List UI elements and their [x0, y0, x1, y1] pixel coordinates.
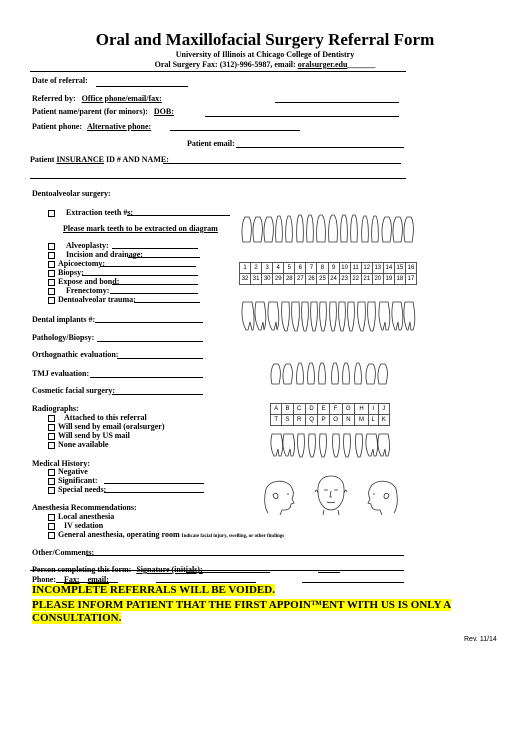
adult-lower-teeth-icon[interactable]	[240, 300, 418, 332]
negative-checkbox[interactable]	[48, 469, 55, 476]
tooth-cell[interactable]: E	[318, 404, 329, 415]
tmj-field[interactable]	[90, 377, 203, 378]
form-title: Oral and Maxillofacial Surgery Referral Form	[95, 30, 435, 49]
negative-label: Negative	[58, 467, 88, 476]
head-left-profile-icon[interactable]	[362, 477, 404, 517]
trauma-field[interactable]	[134, 302, 200, 303]
tooth-cell[interactable]: 8	[317, 263, 328, 274]
significant-checkbox[interactable]	[48, 478, 55, 485]
us-mail-label: Will send by US mail	[58, 431, 130, 440]
patient-name-field[interactable]	[205, 116, 399, 117]
tooth-cell[interactable]: C	[293, 404, 305, 415]
dentoalveolar-heading: Dentoalveolar surgery:	[32, 189, 111, 198]
tooth-cell[interactable]: J	[378, 404, 389, 415]
none-available-checkbox[interactable]	[48, 442, 55, 449]
tooth-cell[interactable]: P	[318, 415, 329, 426]
extraction-label: Extraction teeth #s:	[66, 208, 134, 217]
tooth-cell[interactable]: 16	[405, 263, 416, 274]
tooth-cell[interactable]: 23	[339, 274, 350, 285]
email-send-row	[48, 422, 165, 431]
none-available-label: None available	[58, 440, 109, 449]
signature-label: Signature (initials):	[136, 565, 203, 574]
biopsy-field[interactable]	[82, 275, 198, 276]
tooth-cell[interactable]: N	[342, 415, 355, 426]
insurance-word: INSURANCE	[56, 155, 104, 164]
orthognathic-field[interactable]	[117, 358, 203, 359]
medical-history-heading: Medical History:	[32, 459, 90, 468]
fax-label: Fax:	[64, 575, 80, 584]
tooth-cell[interactable]: 22	[350, 274, 361, 285]
head-front-view-icon[interactable]	[312, 474, 350, 516]
local-row	[48, 512, 114, 521]
tooth-cell[interactable]: 9	[328, 263, 339, 274]
other-comments-label: Other/Comments:	[32, 548, 95, 557]
header-divider	[30, 71, 406, 72]
orthognathic-label: Orthognathic evaluation:	[32, 350, 119, 359]
attached-checkbox[interactable]	[48, 415, 55, 422]
contact-prefix: Oral Surgery Fax: (312)-996-5987, email:	[154, 60, 298, 69]
expose-row	[48, 277, 119, 286]
general-row	[48, 530, 284, 539]
tooth-cell[interactable]: 24	[328, 274, 339, 285]
biopsy-label: Biopsy:	[58, 268, 84, 277]
patient-name-text: Patient name/parent (for minors):	[32, 107, 148, 116]
extraction-checkbox[interactable]	[48, 210, 55, 217]
tooth-cell[interactable]: 32	[240, 274, 251, 285]
general-checkbox[interactable]	[48, 532, 55, 539]
adult-upper-teeth-icon[interactable]	[240, 214, 418, 246]
trauma-checkbox[interactable]	[48, 297, 55, 304]
date-of-referral-field[interactable]	[96, 86, 188, 87]
patient-email-label: Patient email:	[187, 139, 235, 148]
extra-field[interactable]	[302, 582, 404, 583]
tooth-cell[interactable]: I	[368, 404, 378, 415]
attached-row	[48, 413, 147, 422]
tooth-cell[interactable]: 15	[394, 263, 405, 274]
special-needs-field[interactable]	[104, 492, 204, 493]
tooth-cell[interactable]: H	[355, 404, 369, 415]
tooth-cell[interactable]: L	[368, 415, 378, 426]
email-label: email:	[87, 575, 109, 584]
extraction-field[interactable]	[127, 215, 230, 216]
consultation-notice	[32, 599, 452, 625]
tooth-cell[interactable]: O	[329, 415, 342, 426]
primary-lower-teeth-icon[interactable]	[270, 432, 390, 458]
referred-by-label	[32, 94, 162, 103]
frenectomy-label: Frenectomy:	[66, 286, 110, 295]
tooth-cell[interactable]: 28	[284, 274, 295, 285]
email-send-label: Will send by email (oralsurger)	[58, 422, 165, 431]
voided-notice	[32, 584, 275, 596]
revision-label: Rev. 11/14	[464, 636, 497, 643]
none-available-row	[48, 440, 108, 449]
phone-field[interactable]	[56, 582, 118, 583]
incision-field[interactable]	[128, 257, 200, 258]
tooth-cell[interactable]: F	[329, 404, 342, 415]
tooth-cell[interactable]: K	[378, 415, 389, 426]
biopsy-row	[48, 268, 84, 277]
referred-by-text: Referred by:	[32, 94, 76, 103]
frenectomy-field[interactable]	[110, 293, 198, 294]
cosmetic-label: Cosmetic facial surgery:	[32, 386, 116, 395]
alveoplasty-checkbox[interactable]	[48, 243, 55, 250]
expose-label: Expose and bond:	[58, 277, 120, 286]
tooth-cell[interactable]: 11	[350, 263, 361, 274]
primary-tooth-letter-grid	[270, 403, 390, 426]
extraction-row	[48, 208, 133, 217]
tooth-cell[interactable]: A	[271, 404, 282, 415]
signature-field[interactable]	[186, 572, 270, 573]
mark-teeth-instruction: Please mark teeth to be extracted on diagram	[63, 224, 218, 233]
trauma-row	[48, 295, 136, 304]
patient-name-label	[32, 107, 174, 116]
tooth-cell[interactable]: 14	[383, 263, 394, 274]
tooth-cell[interactable]: 31	[251, 274, 262, 285]
form-contact: Oral Surgery Fax: (312)-996-5987, email: oralsurger.edu_______	[154, 60, 376, 69]
frenectomy-checkbox[interactable]	[48, 288, 55, 295]
tooth-cell[interactable]: 10	[339, 263, 350, 274]
iv-checkbox[interactable]	[48, 523, 55, 530]
iv-row	[48, 521, 103, 530]
tooth-cell[interactable]: 19	[383, 274, 394, 285]
tooth-cell[interactable]: 30	[262, 274, 273, 285]
tooth-cell[interactable]: 25	[317, 274, 328, 285]
alveoplasty-label: Alveoplasty:	[66, 241, 109, 250]
dental-implants-field[interactable]	[95, 322, 203, 323]
negative-row	[48, 467, 88, 476]
significant-field[interactable]	[104, 483, 204, 484]
patient-phone-field[interactable]	[170, 130, 300, 131]
insurance-prefix: Patient	[30, 155, 57, 164]
tooth-cell[interactable]: 12	[361, 263, 372, 274]
insurance-field-2[interactable]	[30, 178, 406, 179]
incision-checkbox[interactable]	[48, 252, 55, 259]
tooth-cell[interactable]: 2	[251, 263, 262, 274]
tooth-cell[interactable]: 17	[405, 274, 416, 285]
referred-by-detail: Office phone/email/fax:	[81, 94, 162, 103]
head-right-profile-icon[interactable]	[258, 477, 300, 517]
referred-by-field[interactable]	[275, 102, 399, 103]
adult-upper-row	[240, 263, 417, 274]
special-needs-row	[48, 485, 106, 494]
tooth-cell[interactable]: 6	[295, 263, 306, 274]
adult-lower-row	[240, 274, 417, 285]
person-label: Person completing this form:	[32, 565, 132, 574]
tooth-cell[interactable]: 4	[273, 263, 284, 274]
tooth-cell[interactable]: 21	[361, 274, 372, 285]
primary-lower-row	[271, 415, 390, 426]
patient-phone-label	[32, 122, 151, 131]
tooth-cell[interactable]: T	[271, 415, 282, 426]
tooth-cell[interactable]: 7	[306, 263, 317, 274]
insurance-field[interactable]	[163, 163, 401, 164]
tooth-cell[interactable]: G	[342, 404, 355, 415]
apicoectomy-row	[48, 259, 105, 268]
consultation-text: PLEASE INFORM PATIENT THAT THE FIRST APPOIN™ENT WITH US IS ONLY A CONSULTATION.	[32, 599, 452, 624]
tooth-cell[interactable]: 13	[372, 263, 383, 274]
form-subtitle: University of Illinois at Chicago College of Dentistry	[175, 50, 355, 59]
alternative-phone-label: Alternative phone:	[87, 122, 152, 131]
tooth-cell[interactable]: D	[305, 404, 318, 415]
frenectomy-row	[48, 286, 109, 295]
tooth-cell[interactable]: 5	[284, 263, 295, 274]
tooth-cell[interactable]: S	[282, 415, 293, 426]
us-mail-row	[48, 431, 130, 440]
person-row	[32, 565, 203, 574]
tooth-cell[interactable]: 18	[394, 274, 405, 285]
cosmetic-field[interactable]	[112, 394, 203, 395]
us-mail-checkbox[interactable]	[48, 433, 55, 440]
expose-field[interactable]	[112, 284, 198, 285]
local-checkbox[interactable]	[48, 514, 55, 521]
primary-upper-teeth-icon[interactable]	[270, 362, 390, 388]
dob-label: DOB:	[153, 107, 174, 116]
date-of-referral-label: Date of referral:	[32, 76, 88, 85]
tooth-cell[interactable]: 29	[273, 274, 284, 285]
phone-label: Phone:	[32, 575, 56, 584]
biopsy-checkbox[interactable]	[48, 270, 55, 277]
special-needs-checkbox[interactable]	[48, 487, 55, 494]
primary-upper-row	[271, 404, 390, 415]
tooth-cell[interactable]: 27	[295, 274, 306, 285]
other-comments-field[interactable]	[86, 555, 404, 556]
iv-label: IV sedation	[64, 521, 104, 530]
tooth-cell[interactable]: Q	[305, 415, 318, 426]
adult-tooth-number-grid	[239, 262, 417, 285]
tooth-cell[interactable]: R	[293, 415, 305, 426]
email-field[interactable]	[156, 582, 256, 583]
apicoectomy-field[interactable]	[100, 266, 196, 267]
alveoplasty-field[interactable]	[112, 248, 198, 249]
special-needs-label: Special needs:	[58, 485, 107, 494]
patient-email-field[interactable]	[236, 147, 404, 148]
alveoplasty-row	[48, 241, 109, 250]
significant-row	[48, 476, 98, 485]
tooth-cell[interactable]: M	[355, 415, 369, 426]
incision-label: Incision and drainage:	[66, 250, 143, 259]
apicoectomy-label: Apicoectomy:	[58, 259, 106, 268]
tooth-cell[interactable]: 1	[240, 263, 251, 274]
general-label: General anesthesia, operating room	[58, 530, 180, 539]
attached-label: Attached to this referral	[64, 413, 147, 422]
insurance-suffix: ID # AND NAME:	[104, 155, 169, 164]
pathology-label: Pathology/Biopsy:	[32, 333, 95, 342]
tooth-cell[interactable]: 20	[372, 274, 383, 285]
tooth-cell[interactable]: 26	[306, 274, 317, 285]
email-send-checkbox[interactable]	[48, 424, 55, 431]
person-extra-field[interactable]	[318, 572, 340, 573]
contact-email[interactable]: oralsurger.edu	[297, 60, 348, 69]
tooth-cell[interactable]: B	[282, 404, 293, 415]
local-label: Local anesthesia	[58, 512, 115, 521]
general-note: Indicate facial injury, swelling, or other findings	[181, 534, 285, 539]
trauma-label: Dentoalveolar trauma:	[58, 295, 136, 304]
apicoectomy-checkbox[interactable]	[48, 261, 55, 268]
pathology-field[interactable]	[97, 341, 203, 342]
anesthesia-heading: Anesthesia Recommendations:	[32, 503, 137, 512]
patient-phone-text: Patient phone:	[32, 122, 82, 131]
radiographs-heading: Radiographs:	[32, 404, 79, 413]
dental-implants-label: Dental implants #:	[32, 315, 96, 324]
insurance-label	[30, 155, 169, 164]
voided-text: INCOMPLETE REFERRALS WILL BE VOIDED.	[32, 584, 275, 596]
expose-checkbox[interactable]	[48, 279, 55, 286]
significant-label: Significant:	[58, 476, 98, 485]
tmj-label: TMJ evaluation:	[32, 369, 90, 378]
tooth-cell[interactable]: 3	[262, 263, 273, 274]
